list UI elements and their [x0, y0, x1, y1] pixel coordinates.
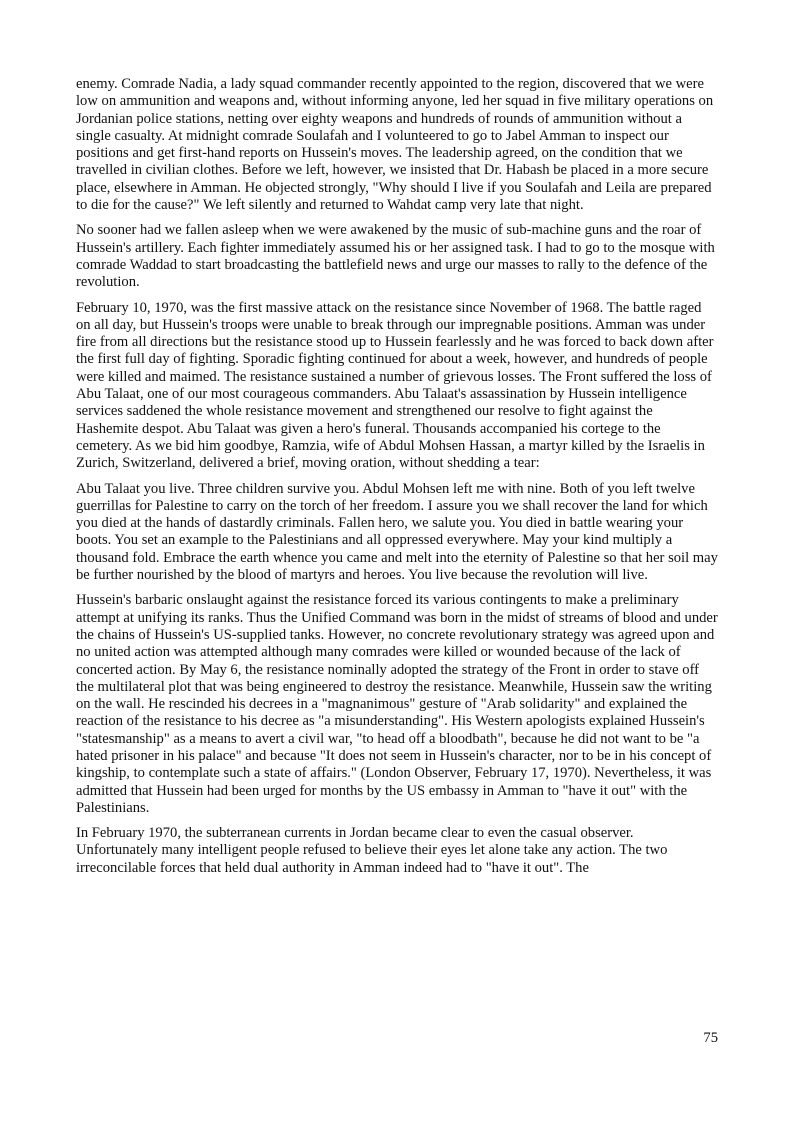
paragraph: No sooner had we fallen asleep when we were awakened by the music of sub-machine guns and the roar of Hussein's artillery. Each fighter immediately assumed his or her assigned task. I had to go to the mosque with comrade Waddad to start broadcasting the battlefield news and urge our masses to rally to the defence of the revolution.	[76, 222, 715, 291]
page-body	[76, 76, 718, 885]
quoted-oration: Abu Talaat you live. Three children survive you. Abdul Mohsen left me with nine. Both of you left twelve guerrillas for Palestine to carry on the torch of her freedom. I assure you we shall recover the land for which you died at the hands of dastardly criminals. Fallen hero, we salute you. You died in battle wearing your boots. You set an example to the Palestinians and all oppressed everywhere. May your kind multiply a thousand fold. Embrace the earth whence you came and melt into the eternity of Palestine so that her soil may be further nourished by the blood of martyrs and heroes. You live because the revolution will live.	[76, 480, 718, 584]
paragraph: Hussein's barbaric onslaught against the resistance forced its various contingents to make a preliminary attempt at unifying its ranks. Thus the Unified Command was born in the midst of streams of blood and under the chains of Hussein's US-supplied tanks. However, no concrete revolutionary strategy was agreed upon and no united action was attempted although many comrades were killed or wounded because of the lack of concerted action. By May 6, the resistance nominally adopted the strategy of the Front in order to stave off the multilateral plot that was being engineered to destroy the resistance. Meanwhile, Hussein saw the writing on the wall. He rescinded his decrees in a "magnanimous" gesture of "Arab solidarity" and explained the reaction of the resistance to his decree as "a misunderstanding". His Western apologists explained Hussein's "statesmanship" as a means to avert a civil war, "to head off a bloodbath", because he did not want to be "a hated prisoner in his palace" and because "It does not seem in Hussein's character, nor to be in his concept of kingship, to contemplate such a state of affairs." (London Observer, February 17, 1970). Nevertheless, it was admitted that Hussein had been urged for months by the US embassy in Amman to "have it out" with the Palestinians.	[76, 592, 718, 816]
paragraph: February 10, 1970, was the first massive attack on the resistance since November of 1968. The battle raged on all day, but Hussein's troops were unable to break through our impregnable positions. Amman was under fire from all directions but the resistance stood up to Hussein fearlessly and he was forced to back down after the first full day of fighting. Sporadic fighting continued for about a week, however, and hundreds of people were killed and maimed. The resistance sustained a number of grievous losses. The Front suffered the loss of Abu Talaat, one of our most courageous commanders. Abu Talaat's assassination by Hussein intelligence services saddened the whole resistance movement and strengthened our resolve to fight against the Hashemite despot. Abu Talaat was given a hero's funeral. Thousands accompanied his cortege to the cemetery. As we bid him goodbye, Ramzia, wife of Abdul Mohsen Hassan, a martyr killed by the Israelis in Zurich, Switzerland, delivered a brief, moving oration, without shedding a tear:	[76, 299, 714, 472]
page-number: 75	[703, 1030, 718, 1046]
paragraph: In February 1970, the subterranean currents in Jordan became clear to even the casual observer. Unfortunately many intelligent people refused to believe their eyes let alone take any action. The two irreconcilable forces that held dual authority in Amman indeed had to "have it out". The	[76, 825, 668, 876]
paragraph: enemy. Comrade Nadia, a lady squad commander recently appointed to the region, discovered that we were low on ammunition and weapons and, without informing anyone, led her squad in five military operations on Jordanian police stations, netting over eighty weapons and hundreds of rounds of ammunition without a single casualty. At midnight comrade Soulafah and I volunteered to go to Jabel Amman to inspect our positions and get first-hand reports on Hussein's moves. The leadership agreed, on the condition that we travelled in civilian clothes. Before we left, however, we insisted that Dr. Habash be placed in a more secure place, elsewhere in Amman. He objected strongly, "Why should I live if you Soulafah and Leila are prepared to die for the cause?" We left silently and returned to Wahdat camp very late that night.	[76, 76, 714, 214]
